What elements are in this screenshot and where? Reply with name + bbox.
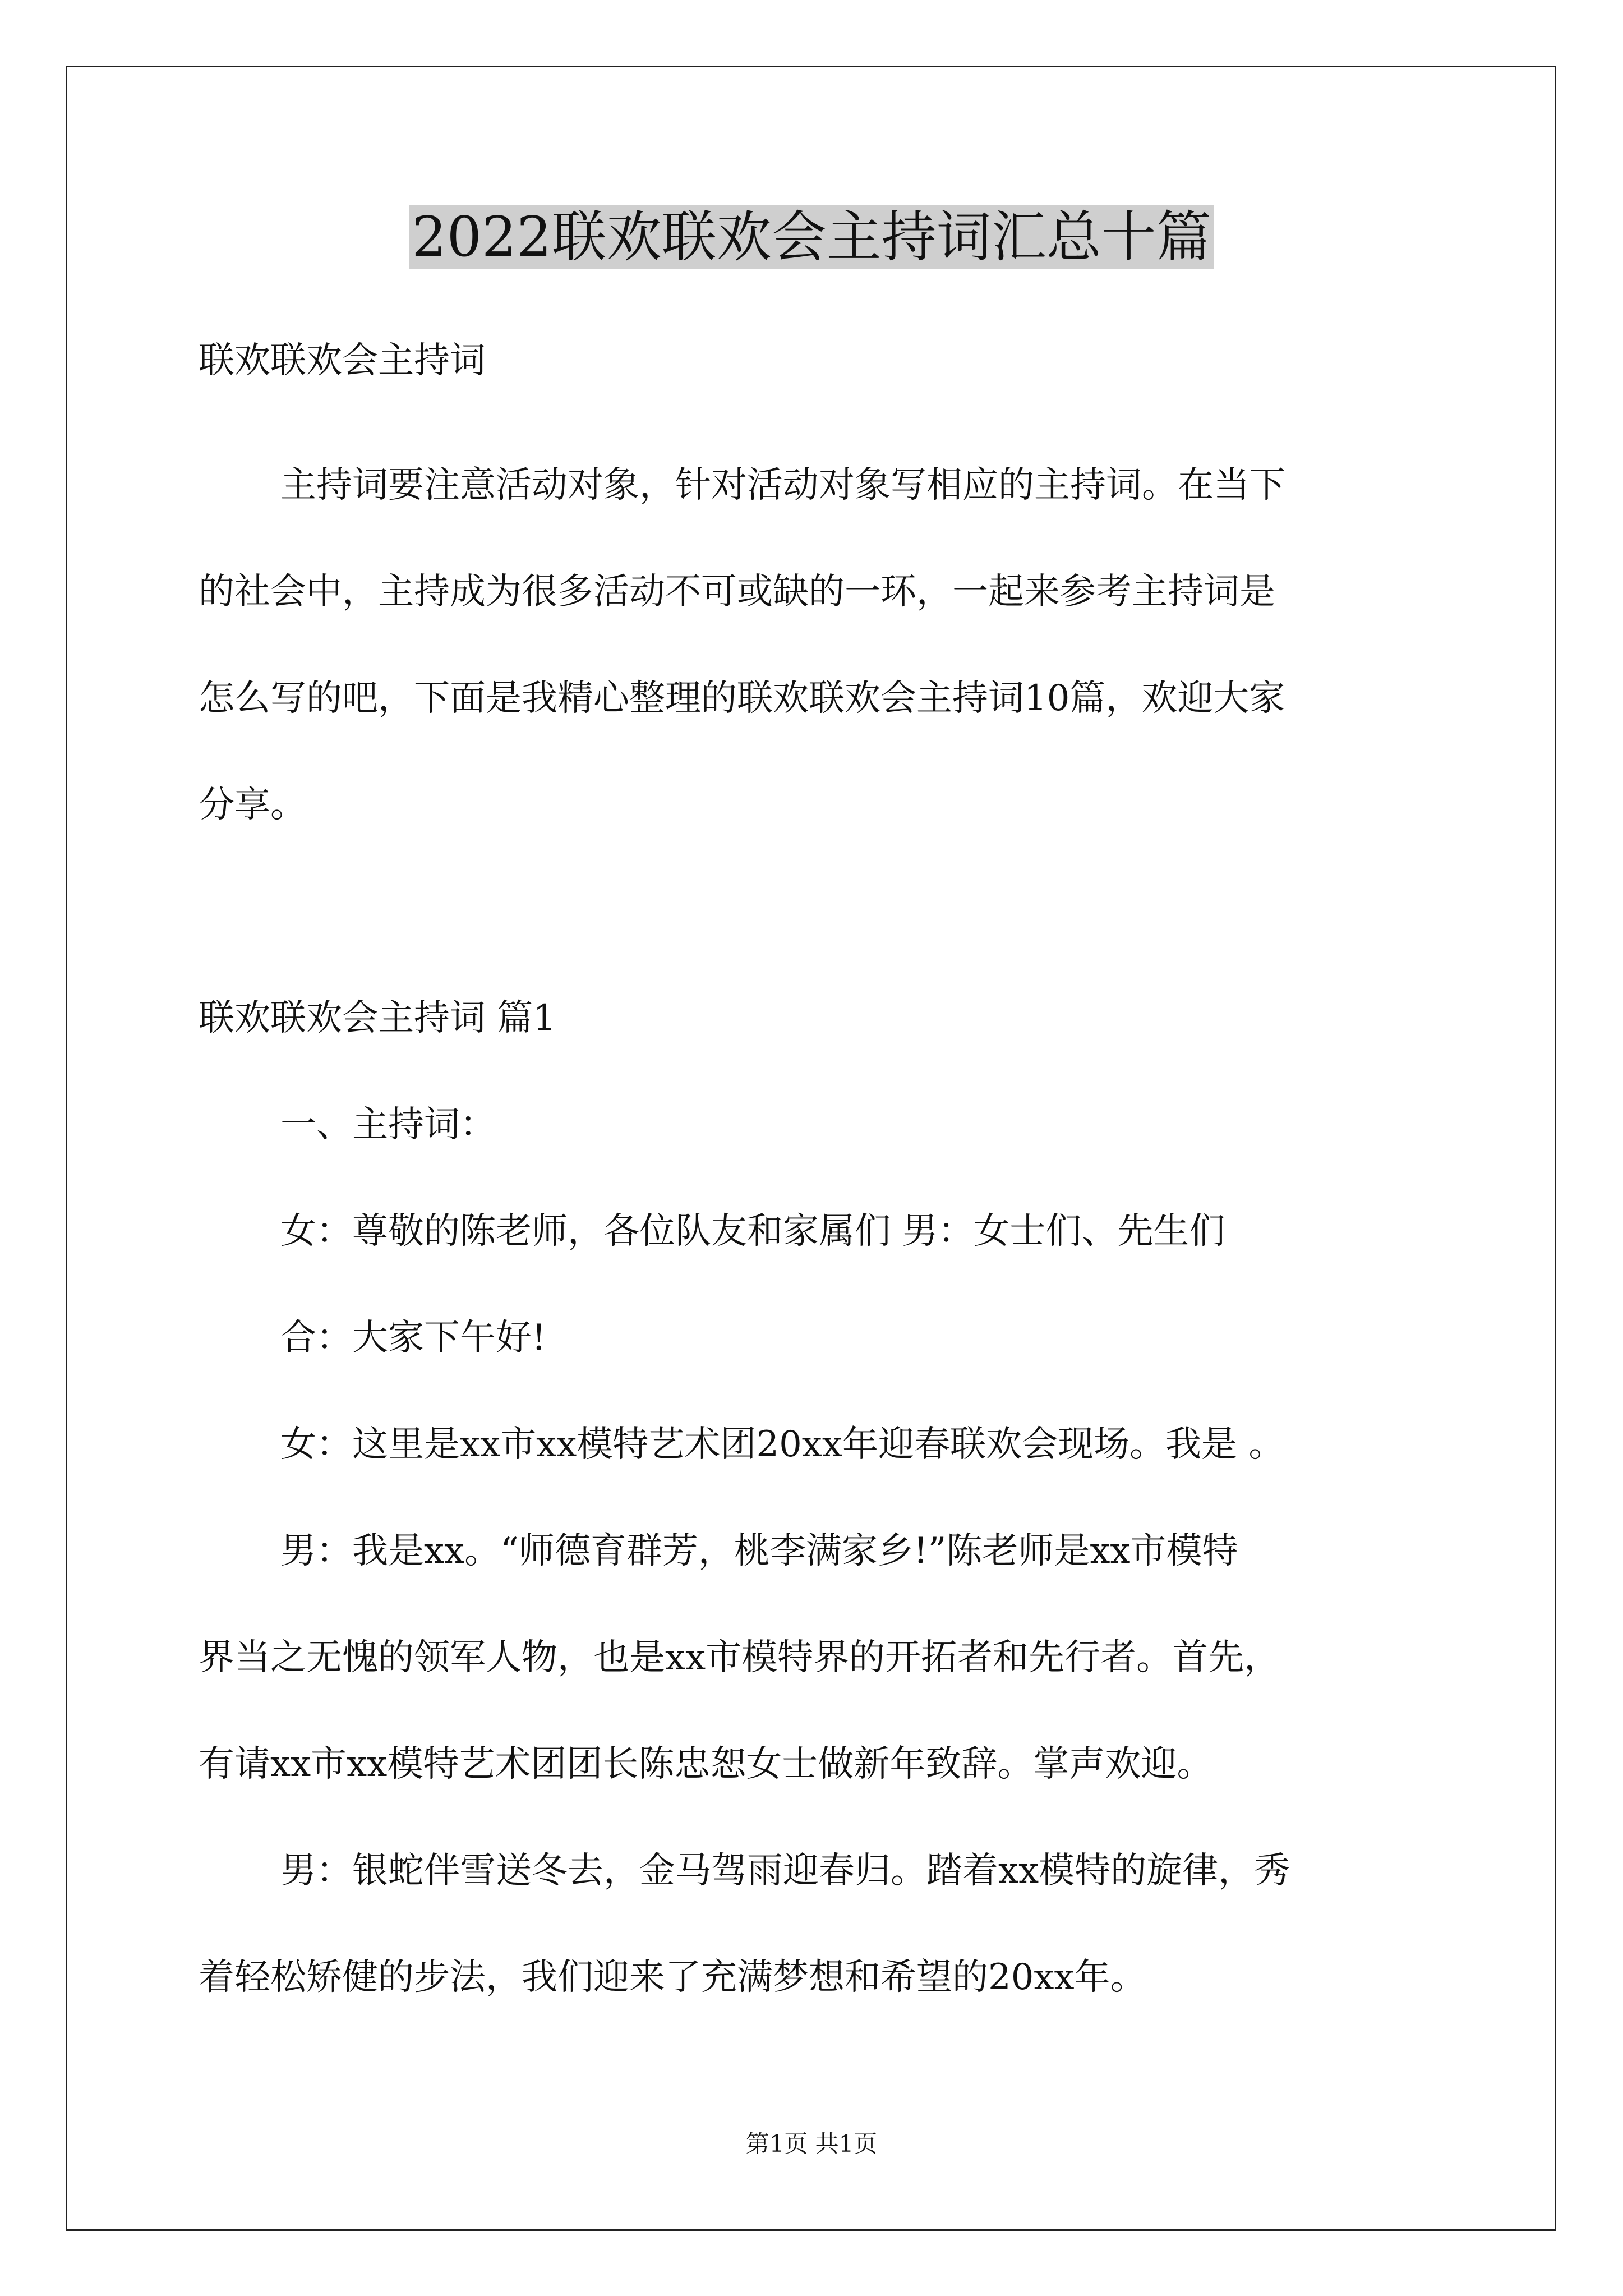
paragraph-line: 男：我是xx。“师德育群芳，桃李满家乡!”陈老师是xx市模特: [280, 1530, 1238, 1572]
paragraph-line: 有请xx市xx模特艺术团团长陈忠恕女士做新年致辞。掌声欢迎。: [199, 1743, 1213, 1785]
page-footer: 第1页 共1页: [745, 2130, 878, 2157]
paragraph-line: 怎么写的吧，下面是我精心整理的联欢联欢会主持词10篇，欢迎大家: [199, 678, 1285, 719]
paragraph-line: 主持词要注意活动对象，针对活动对象写相应的主持词。在当下: [280, 464, 1285, 506]
paragraph-line: 的社会中，主持成为很多活动不可或缺的一环，一起来参考主持词是: [199, 571, 1275, 613]
paragraph-line: 女：尊敬的陈老师，各位队友和家属们 男：女士们、先生们: [280, 1211, 1225, 1252]
paragraph-line: 分享。: [199, 784, 306, 826]
paragraph-line: 着轻松矫健的步法，我们迎来了充满梦想和希望的20xx年。: [199, 1957, 1146, 1998]
document-title-text: 2022联欢联欢会主持词汇总十篇: [409, 205, 1213, 269]
paragraph-line: 一、主持词：: [280, 1104, 496, 1145]
document-title: [0, 201, 1623, 274]
paragraph-line: 界当之无愧的领军人物，也是xx市模特界的开拓者和先行者。首先，: [199, 1637, 1280, 1678]
section-heading: 联欢联欢会主持词: [199, 340, 486, 381]
paragraph-line: 合：大家下午好!: [280, 1317, 546, 1359]
paragraph-line: 女：这里是xx市xx模特艺术团20xx年迎春联欢会现场。我是 。: [280, 1424, 1285, 1465]
paragraph-line: 男：银蛇伴雪送冬去，金马驾雨迎春归。踏着xx模特的旋律，秀: [280, 1850, 1290, 1892]
section-heading: 联欢联欢会主持词 篇1: [199, 997, 556, 1039]
